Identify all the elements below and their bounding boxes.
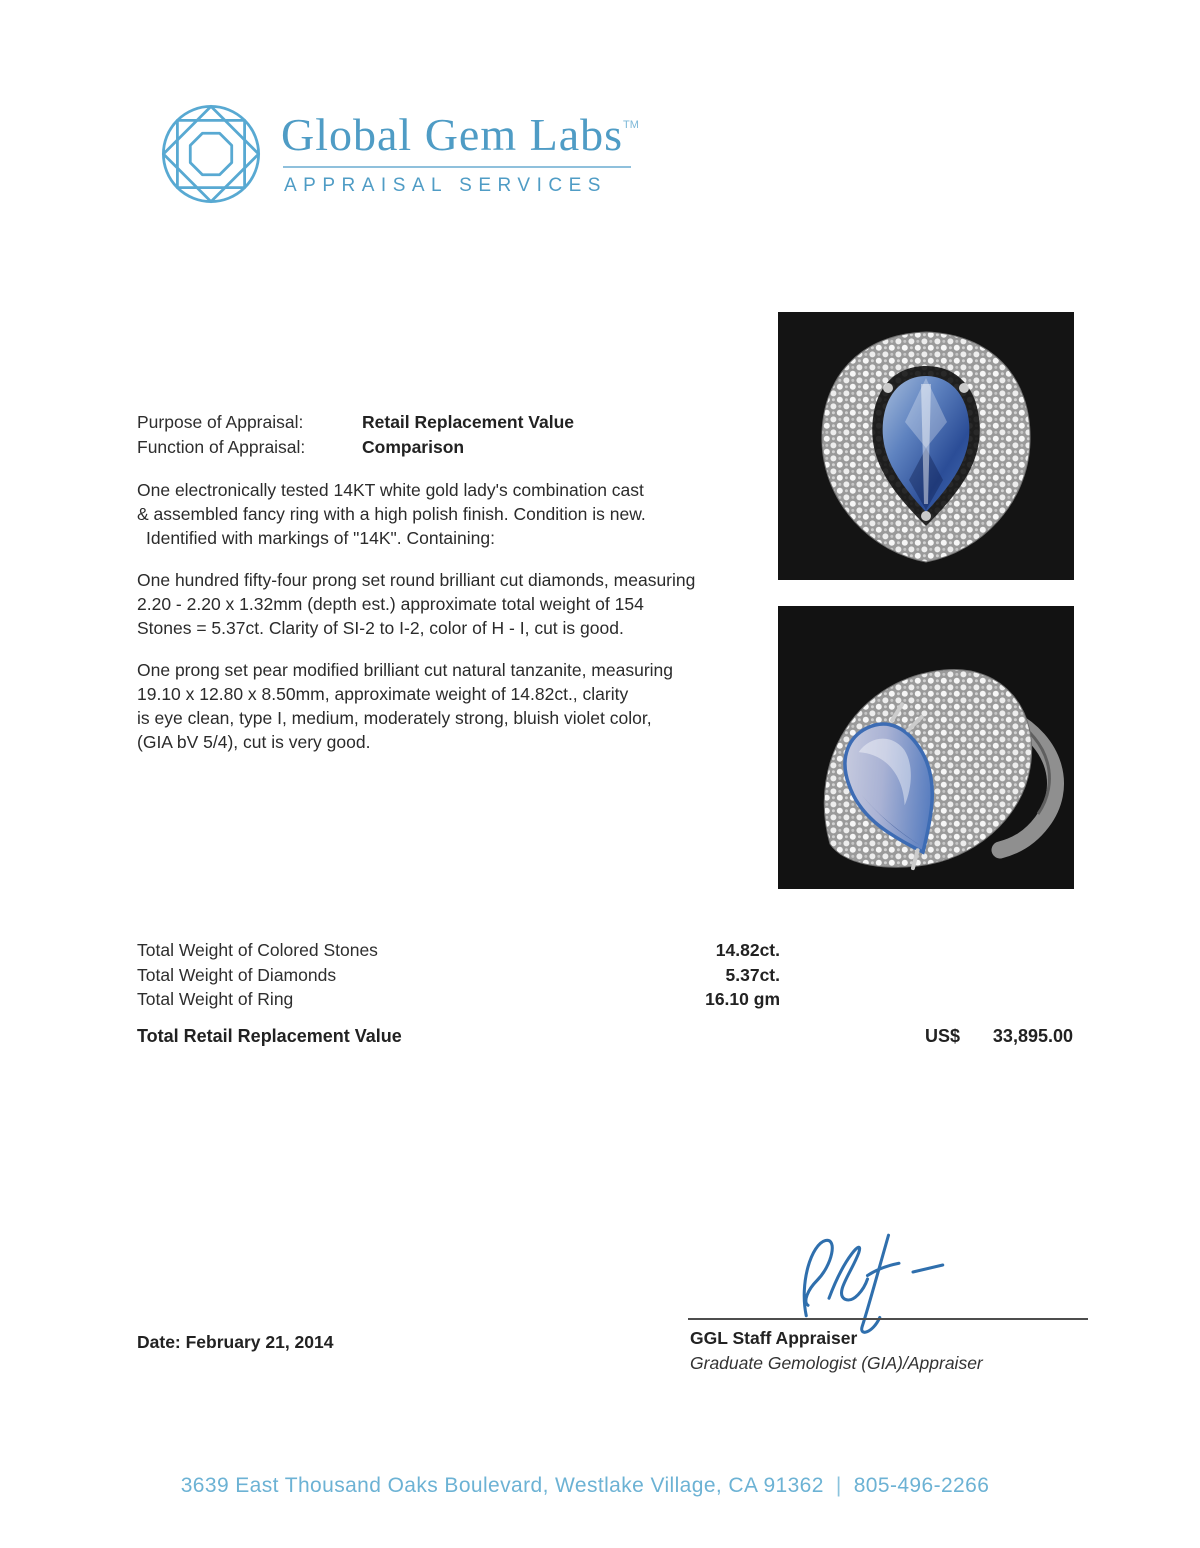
text-line: Identified with markings of "14K". Containing: [146, 528, 496, 548]
total-ring-weight-value: 16.10 gm [705, 989, 780, 1009]
appraiser-name: GGL Staff Appraiser [690, 1328, 858, 1348]
text-line: is eye clean, type I, medium, moderately strong, bluish violet color, [137, 708, 652, 728]
ring-top-view-photo [778, 312, 1074, 580]
text-line: One prong set pear modified brilliant cut natural tanzanite, measuring [137, 660, 673, 680]
text-line: Stones = 5.37ct. Clarity of SI-2 to I-2, color of H - I, cut is good. [137, 618, 624, 638]
ring-side-view-photo [778, 606, 1074, 889]
diamond-icon [155, 98, 267, 210]
tanzanite-description-paragraph [137, 658, 673, 754]
logo-wordmark [281, 100, 639, 160]
weight-totals [137, 938, 780, 1012]
total-ring-weight-label: Total Weight of Ring [137, 989, 294, 1009]
appraisal-meta [137, 410, 574, 460]
currency-code: US$ [925, 1026, 961, 1046]
purpose-label: Purpose of Appraisal: [137, 412, 304, 432]
total-retail-replacement-label: Total Retail Replacement Value [137, 1026, 402, 1046]
total-diamonds-label: Total Weight of Diamonds [137, 964, 337, 985]
text-line: (GIA bV 5/4), cut is very good. [137, 732, 371, 752]
logo-tagline: APPRAISAL SERVICES [284, 175, 607, 196]
footer-contact-line [0, 1474, 1170, 1498]
footer-phone: 805-496-2266 [853, 1474, 990, 1497]
footer-separator: | [835, 1474, 842, 1497]
ring-description-paragraph [137, 478, 646, 550]
trademark-symbol: TM [623, 119, 639, 131]
total-diamonds-row [137, 963, 780, 988]
appraisal-date: Date: February 21, 2014 [137, 1332, 334, 1352]
logo [155, 98, 639, 210]
text-line: 19.10 x 12.80 x 8.50mm, approximate weight of 14.82ct., clarity [137, 684, 629, 704]
total-colored-stones-label: Total Weight of Colored Stones [137, 940, 378, 960]
total-colored-stones-row [137, 938, 780, 963]
logo-text-block [281, 98, 639, 197]
text-line: One electronically tested 14KT white gold lady's combination cast [137, 480, 644, 500]
logo-name: Global Gem Labs [281, 109, 624, 160]
purpose-value: Retail Replacement Value [362, 412, 575, 432]
text-line: One hundred fifty-four prong set round brilliant cut diamonds, measuring [137, 570, 696, 590]
diamonds-description-paragraph [137, 568, 695, 640]
total-diamonds-value: 5.37ct. [725, 964, 780, 985]
total-colored-stones-value: 14.82ct. [715, 940, 780, 960]
function-label: Function of Appraisal: [137, 437, 306, 457]
text-line: & assembled fancy ring with a high polish finish. Condition is new. [137, 504, 646, 524]
total-ring-weight-row [137, 987, 780, 1012]
text-line: 2.20 - 2.20 x 1.32mm (depth est.) approximate total weight of 154 [137, 594, 644, 614]
logo-divider [283, 166, 631, 168]
amount-value: 33,895.00 [992, 1026, 1073, 1046]
appraiser-title: Graduate Gemologist (GIA)/Appraiser [690, 1353, 983, 1373]
function-row [137, 435, 574, 460]
total-retail-replacement-amount [925, 1026, 1073, 1047]
purpose-row [137, 410, 574, 435]
signature-line [688, 1318, 1088, 1320]
footer-address: 3639 East Thousand Oaks Boulevard, Westlake Village, CA 91362 [180, 1474, 824, 1497]
function-value: Comparison [362, 437, 465, 457]
